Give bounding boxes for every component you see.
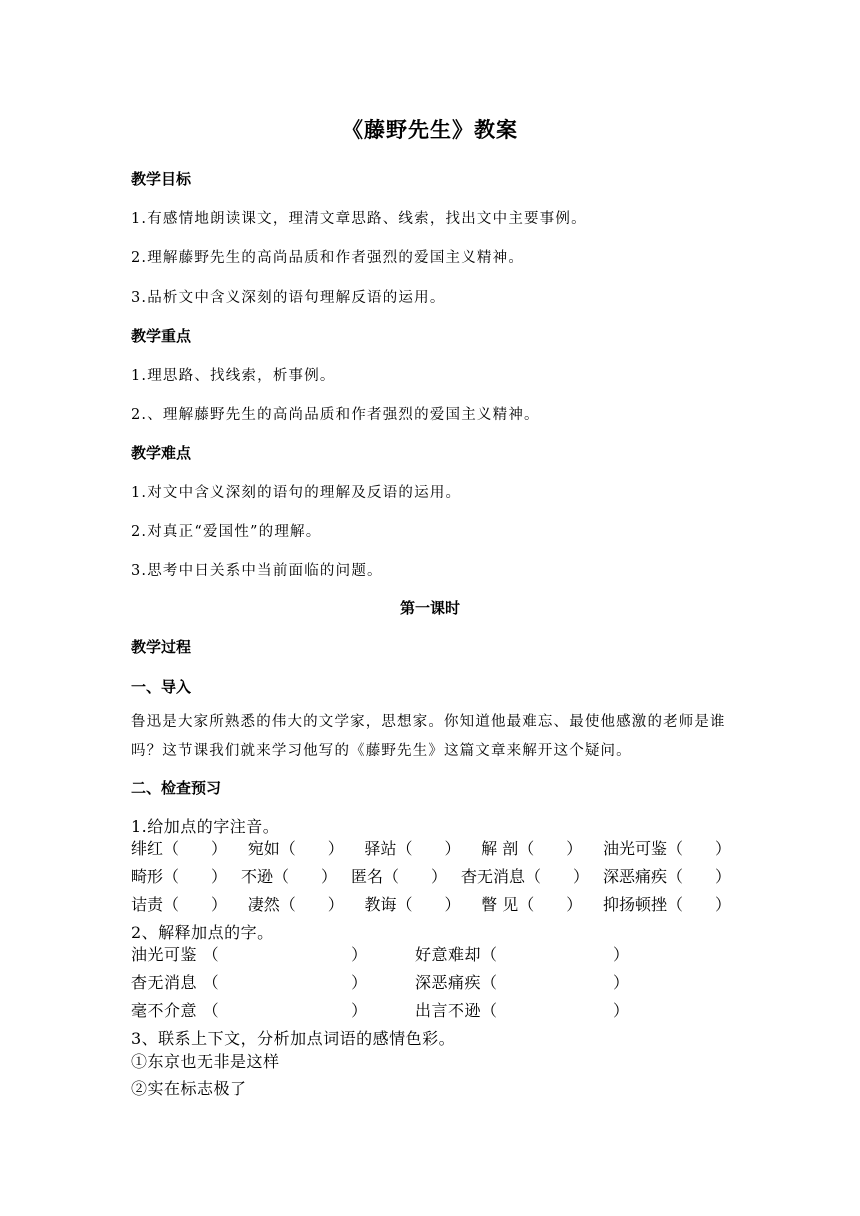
pinyin-item: 深恶痛疾（ ）: [602, 867, 731, 886]
lesson-heading: 第一课时: [399, 599, 460, 617]
define-item: 杳无消息 （ ）: [131, 973, 368, 992]
define-item: 深恶痛疾（ ）: [415, 973, 630, 992]
pinyin-item: 不逊（ ）: [240, 867, 337, 886]
process-heading: 教学过程: [131, 638, 192, 656]
key-item: 1.理思路、找线索，析事例。: [131, 368, 336, 384]
pinyin-item: 诘责（ ）: [131, 895, 228, 914]
define-item: 出言不逊（ ）: [415, 1001, 630, 1020]
pinyin-item: 匿名（ ）: [350, 867, 447, 886]
question-3-item: ②实在标志极了: [131, 1079, 247, 1098]
question-3-item: ①东京也无非是这样: [131, 1052, 280, 1071]
key-heading: 教学重点: [131, 327, 192, 345]
goals-heading: 教学目标: [131, 170, 192, 188]
goal-item: 3.品析文中含义深刻的语句理解反语的运用。: [131, 290, 446, 306]
question-1-row: [131, 864, 731, 887]
goal-item: 1.有感情地朗读课文，理清文章思路、线索，找出文中主要事例。: [131, 211, 587, 227]
preview-heading: 二、检查预习: [131, 779, 222, 797]
pinyin-item: 驿站（ ）: [364, 839, 461, 858]
define-item: 好意难却（ ）: [415, 945, 630, 964]
question-1-label: 1.给加点的字注音。: [131, 817, 280, 836]
document-title: 《藤野先生》教案: [342, 117, 518, 142]
difficult-item: 3.思考中日关系中当前面临的问题。: [131, 563, 383, 579]
pinyin-item: 解 剖（ ）: [481, 839, 583, 858]
pinyin-item: 凄然（ ）: [247, 895, 344, 914]
question-2-label: 2、解释加点的字。: [131, 923, 274, 942]
intro-heading: 一、导入: [131, 678, 192, 696]
define-item: 油光可鉴 （ ）: [131, 945, 368, 964]
pinyin-item: 抑扬顿挫（ ）: [602, 895, 731, 914]
define-item: 毫不介意 （ ）: [131, 1001, 368, 1020]
key-item: 2.、理解藤野先生的高尚品质和作者强烈的爱国主义精神。: [131, 407, 540, 423]
question-3-label: 3、联系上下文，分析加点词语的感情色彩。: [131, 1029, 456, 1048]
pinyin-item: 油光可鉴（ ）: [602, 839, 731, 858]
pinyin-item: 瞥 见（ ）: [481, 895, 583, 914]
pinyin-item: 畸形（ ）: [131, 867, 228, 886]
intro-text: 鲁迅是大家所熟悉的伟大的文学家，思想家。你知道他最难忘、最使他感激的老师是谁吗？这节课我们就来学习他写的《藤野先生》这篇文章来解开这个疑问。: [131, 714, 726, 759]
pinyin-item: 宛如（ ）: [247, 839, 344, 858]
question-1-row: [131, 892, 731, 915]
pinyin-item: 绯红（ ）: [131, 839, 228, 858]
difficult-item: 1.对文中含义深刻的语句的理解及反语的运用。: [131, 485, 462, 501]
difficult-heading: 教学难点: [131, 444, 192, 462]
goal-item: 2.理解藤野先生的高尚品质和作者强烈的爱国主义精神。: [131, 250, 525, 266]
difficult-item: 2.对真正“爱国性”的理解。: [131, 524, 322, 540]
pinyin-item: 教诲（ ）: [364, 895, 461, 914]
pinyin-item: 杳无消息（ ）: [460, 867, 589, 886]
question-1-row: [131, 836, 731, 859]
